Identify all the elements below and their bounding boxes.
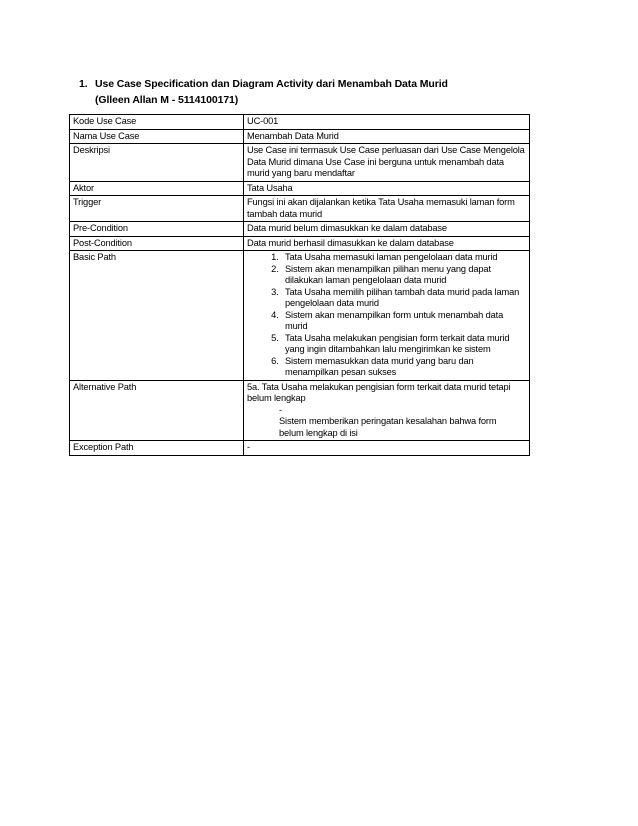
list-item: 5. Tata Usaha melakukan pengisian form terkait data murid yang ingin ditambahkan lalu mengirimkan ke sistem	[281, 333, 525, 356]
row-key: Kode Use Case	[70, 115, 244, 130]
table-row	[70, 196, 530, 222]
row-key: Aktor	[70, 181, 244, 196]
exception-path-row	[70, 441, 530, 456]
row-key: Exception Path	[70, 441, 244, 456]
section-heading	[79, 76, 579, 108]
use-case-table	[69, 114, 530, 456]
list-item: 2. Sistem akan menampilkan pilihan menu yang dapat dilakukan laman pengelolaan data murid	[281, 264, 525, 287]
list-item: 6. Sistem memasukkan data murid yang baru dan menampilkan pesan sukses	[281, 356, 525, 379]
basic-path-row	[70, 251, 530, 381]
row-value: Data murid belum dimasukkan ke dalam database	[244, 222, 530, 237]
row-key: Trigger	[70, 196, 244, 222]
alternative-path-sub	[247, 405, 525, 440]
alternative-path-cell	[244, 380, 530, 441]
basic-path-cell	[244, 251, 530, 381]
heading-line-1	[79, 76, 579, 92]
row-value: Fungsi ini akan dijalankan ketika Tata Usaha memasuki laman form tambah data murid	[244, 196, 530, 222]
row-key: Post-Condition	[70, 236, 244, 251]
heading-title: Use Case Specification dan Diagram Activity dari Menambah Data Murid	[95, 78, 448, 90]
table-row	[70, 115, 530, 130]
row-value: Menambah Data Murid	[244, 129, 530, 144]
row-value: Use Case ini termasuk Use Case perluasan dari Use Case Mengelola Data Murid dimana Use Case ini berguna untuk menambah data murid yang baru mendaftar	[244, 144, 530, 182]
row-key: Basic Path	[70, 251, 244, 381]
table-row	[70, 129, 530, 144]
heading-number: 1.	[79, 78, 88, 90]
row-value: Data murid berhasil dimasukkan ke dalam database	[244, 236, 530, 251]
table-row	[70, 236, 530, 251]
row-value: UC-001	[244, 115, 530, 130]
list-item: 4. Sistem akan menampilkan form untuk menambah data murid	[281, 310, 525, 333]
row-key: Deskripsi	[70, 144, 244, 182]
row-key: Nama Use Case	[70, 129, 244, 144]
row-key: Alternative Path	[70, 380, 244, 441]
alternative-path-text: 5a. Tata Usaha melakukan pengisian form terkait data murid tetapi belum lengkap	[247, 381, 511, 403]
table-row	[70, 144, 530, 182]
list-item: 1. Tata Usaha memasuki laman pengelolaan data murid	[281, 252, 525, 264]
basic-path-steps	[247, 252, 525, 379]
row-value: -	[244, 441, 530, 456]
table-row	[70, 222, 530, 237]
list-item: 3. Tata Usaha memilih pilihan tambah data murid pada laman pengelolaan data murid	[281, 287, 525, 310]
heading-author: (Glleen Allan M - 5114100171)	[95, 94, 239, 106]
row-value: Tata Usaha	[244, 181, 530, 196]
table-row	[70, 181, 530, 196]
alternative-path-row	[70, 380, 530, 441]
alternative-path-sub-text: Sistem memberikan peringatan kesalahan bahwa form belum lengkap di isi	[279, 416, 497, 438]
row-key: Pre-Condition	[70, 222, 244, 237]
bullet-dash: -	[279, 404, 282, 415]
